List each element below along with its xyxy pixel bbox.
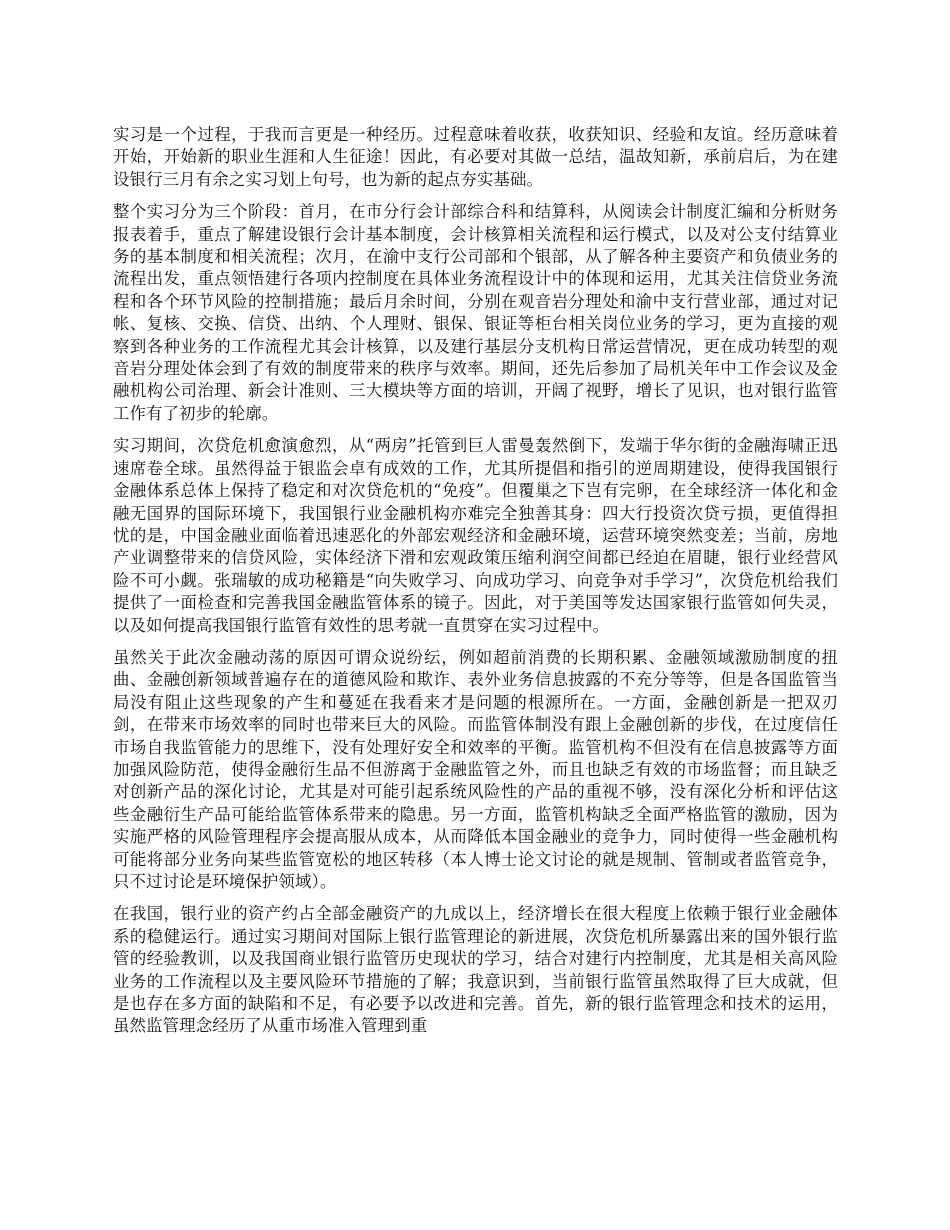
paragraph-1: 实习是一个过程，于我而言更是一种经历。过程意味着收获，收获知识、经验和友谊。经历意味着开始，开始新的职业生涯和人生征途！因此，有必要对其做一总结，温故知新，承前启后，为在建设银行三月有余之实习划上句号，也为新的起点夯实基础。 xyxy=(113,125,838,189)
paragraph-4: 虽然关于此次金融动荡的原因可谓众说纷纭，例如超前消费的长期积累、金融领域激励制度的扭曲、金融创新领域普遍存在的道德风险和欺诈、表外业务信息披露的不充分等等，但是各国监管当局没有阻止这些现象的产生和蔓延在我看来才是问题的根源所在。一方面，金融创新是一把双刃剑，在带来市场效率的同时也带来巨大的风险。而监管体制没有跟上金融创新的步伐，在过度信任市场自我监管能力的思维下，没有处理好安全和效率的平衡。监管机构不但没有在信息披露等方面加强风险防范，使得金融衍生品不但游离于金融监管之外，而且也缺乏有效的市场监督；而且缺乏对创新产品的深化讨论，尤其是对可能引起系统风险性的产品的重视不够，没有深化分析和评估这些金融衍生产品可能给监管体系带来的隐患。另一方面，监管机构缺乏全面严格监管的激励，因为实施严格的风险管理程序会提高服从成本，从而降低本国金融业的竞争力，同时使得一些金融机构可能将部分业务向某些监管宽松的地区转移（本人博士论文讨论的就是规制、管制或者监管竞争，只不过讨论是环境保护领域）。 xyxy=(113,647,838,891)
paragraph-2: 整个实习分为三个阶段：首月，在市分行会计部综合科和结算科，从阅读会计制度汇编和分析财务报表着手，重点了解建设银行会计基本制度，会计核算相关流程和运行模式，以及对公支付结算业务的基本制度和相关流程；次月，在渝中支行公司部和个银部，从了解各种主要资产和负债业务的流程出发，重点领悟建行各项内控制度在具体业务流程设计中的体现和运用，尤其关注信贷业务流程和各个环节风险的控制措施；最后月余时间，分别在观音岩分理处和渝中支行营业部，通过对记帐、复核、交换、信贷、出纳、个人理财、银保、银证等柜台相关岗位业务的学习，更为直接的观察到各种业务的工作流程尤其会计核算，以及建行基层分支机构日常运营情况，更在成功转型的观音岩分理处体会到了有效的制度带来的秩序与效率。期间，还先后参加了局机关年中工作会议及金融机构公司治理、新会计准则、三大模块等方面的培训，开阔了视野，增长了见识，也对银行监管工作有了初步的轮廓。 xyxy=(113,202,838,423)
paragraph-5: 在我国，银行业的资产约占全部金融资产的九成以上，经济增长在很大程度上依赖于银行业金融体系的稳健运行。通过实习期间对国际上银行监管理论的新进展，次贷危机所暴露出来的国外银行监管的经验教训，以及我国商业银行监管历史现状的学习，结合对建行内控制度，尤其是相关高风险业务的工作流程以及主要风险环节措施的了解；我意识到，当前银行监管虽然取得了巨大成就，但是也存在多方面的缺陷和不足，有必要予以改进和完善。首先，新的银行监管理念和技术的运用，虽然监管理念经历了从重市场准入管理到重 xyxy=(113,904,838,1036)
paragraph-3: 实习期间，次贷危机愈演愈烈，从“两房”托管到巨人雷曼轰然倒下，发端于华尔街的金融海啸正迅速席卷全球。虽然得益于银监会卓有成效的工作，尤其所提倡和指引的逆周期建设，使得我国银行金融体系总体上保持了稳定和对次贷危机的“免疫”。但覆巢之下岂有完卵，在全球经济一体化和金融无国界的国际环境下，我国银行业金融机构亦难完全独善其身：四大行投资次贷亏损，更值得担忧的是，中国金融业面临着迅速恶化的外部宏观经济和金融环境，运营环境突然变差；当前，房地产业调整带来的信贷风险，实体经济下滑和宏观政策压缩利润空间都已经迫在眉睫，银行业经营风险不可小觑。张瑞敏的成功秘籍是“向失败学习、向成功学习、向竞争对手学习”，次贷危机给我们提供了一面检查和完善我国金融监管体系的镜子。因此，对于美国等发达国家银行监管如何失灵，以及如何提高我国银行监管有效性的思考就一直贯穿在实习过程中。 xyxy=(113,436,838,635)
document-body xyxy=(113,124,838,1048)
